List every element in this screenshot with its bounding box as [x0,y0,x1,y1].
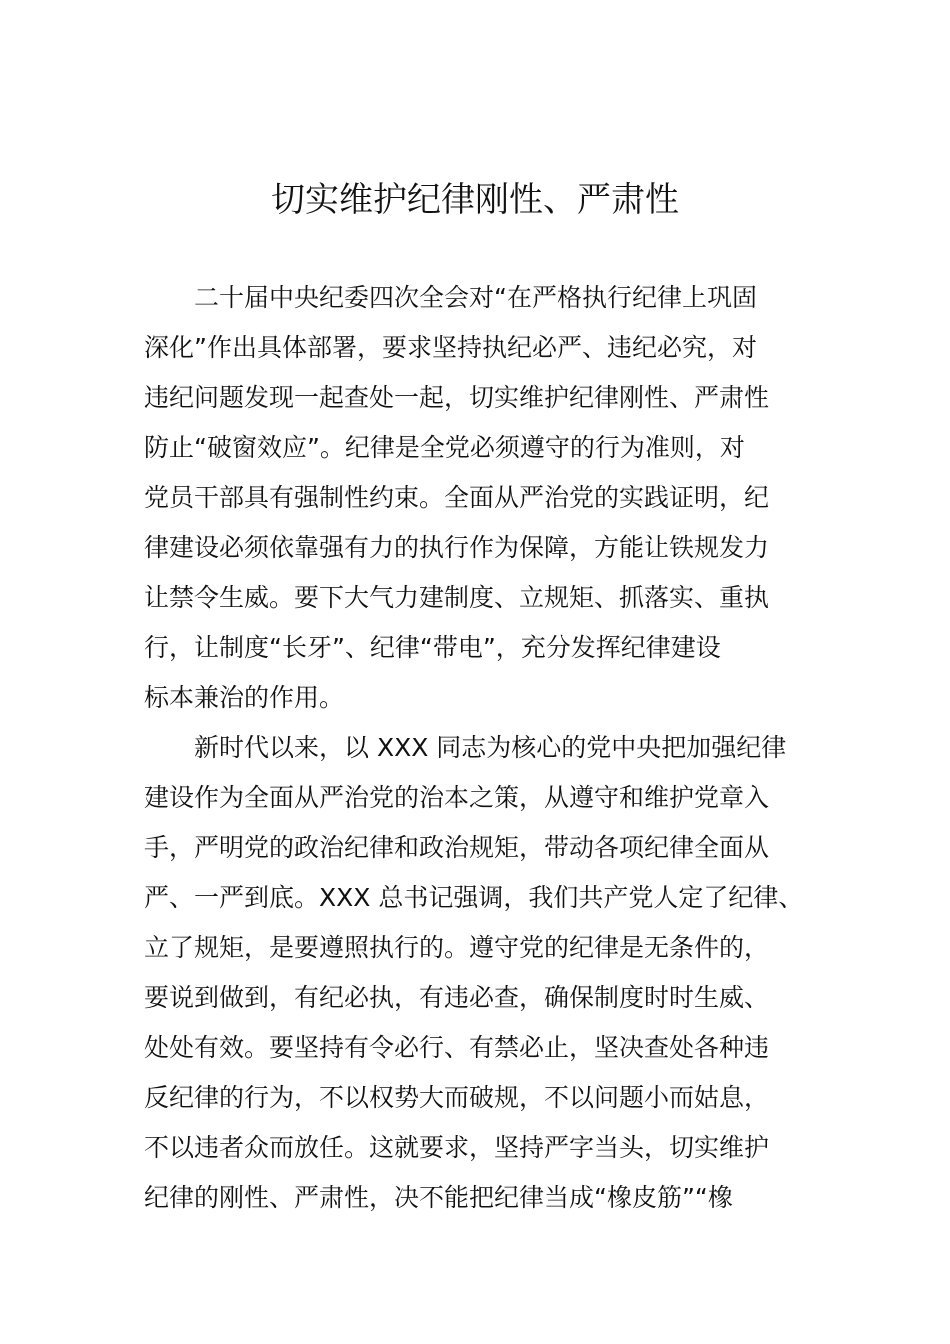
paragraph-2-line-7: 处处有效。要坚持有令必行、有禁必止，坚决查处各种违 [144,1033,770,1062]
paragraph-2-line-10: 纪律的刚性、严肃性，决不能把纪律当成“橡皮筋”“橡 [144,1183,733,1212]
paragraph-1-line-5: 党员干部具有强制性约束。全面从严治党的实践证明，纪 [144,483,770,512]
paragraph-1-line-3: 违纪问题发现一起查处一起，切实维护纪律刚性、严肃性 [144,383,770,412]
paragraph-1-line-7: 让禁令生威。要下大气力建制度、立规矩、抓落实、重执 [144,583,770,612]
document-title: 切实维护纪律刚性、严肃性 [271,180,679,220]
document-body [144,273,809,1223]
paragraph-2-line-5: 立了规矩，是要遵照执行的。遵守党的纪律是无条件的， [144,933,770,962]
paragraph-1-line-8: 行，让制度“长牙”、纪律“带电”，充分发挥纪律建设 [144,633,721,662]
paragraph-2-line-1: 新时代以来，以 XXX 同志为核心的党中央把加强纪律 [194,733,787,762]
paragraph-1-line-6: 律建设必须依靠强有力的执行作为保障，方能让铁规发力 [144,533,770,562]
paragraph-1-line-9: 标本兼治的作用。 [144,683,345,712]
paragraph-2-line-9: 不以违者众而放任。这就要求，坚持严字当头，切实维护 [144,1133,770,1162]
paragraph-1-line-1: 二十届中央纪委四次全会对“在严格执行纪律上巩固 [194,283,757,312]
paragraph-1-line-4: 防止“破窗效应”。纪律是全党必须遵守的行为准则，对 [144,433,745,462]
paragraph-1-line-2: 深化”作出具体部署，要求坚持执纪必严、违纪必究，对 [144,333,757,362]
paragraph-2-line-8: 反纪律的行为，不以权势大而破规，不以问题小而姑息， [144,1083,770,1112]
paragraph-2-line-6: 要说到做到，有纪必执，有违必查，确保制度时时生威、 [144,983,770,1012]
paragraph-2-line-2: 建设作为全面从严治党的治本之策，从遵守和维护党章入 [144,783,770,812]
paragraph-2-line-3: 手，严明党的政治纪律和政治规矩，带动各项纪律全面从 [144,833,770,862]
paragraph-2-line-4: 严、一严到底。XXX 总书记强调，我们共产党人定了纪律、 [144,883,804,912]
